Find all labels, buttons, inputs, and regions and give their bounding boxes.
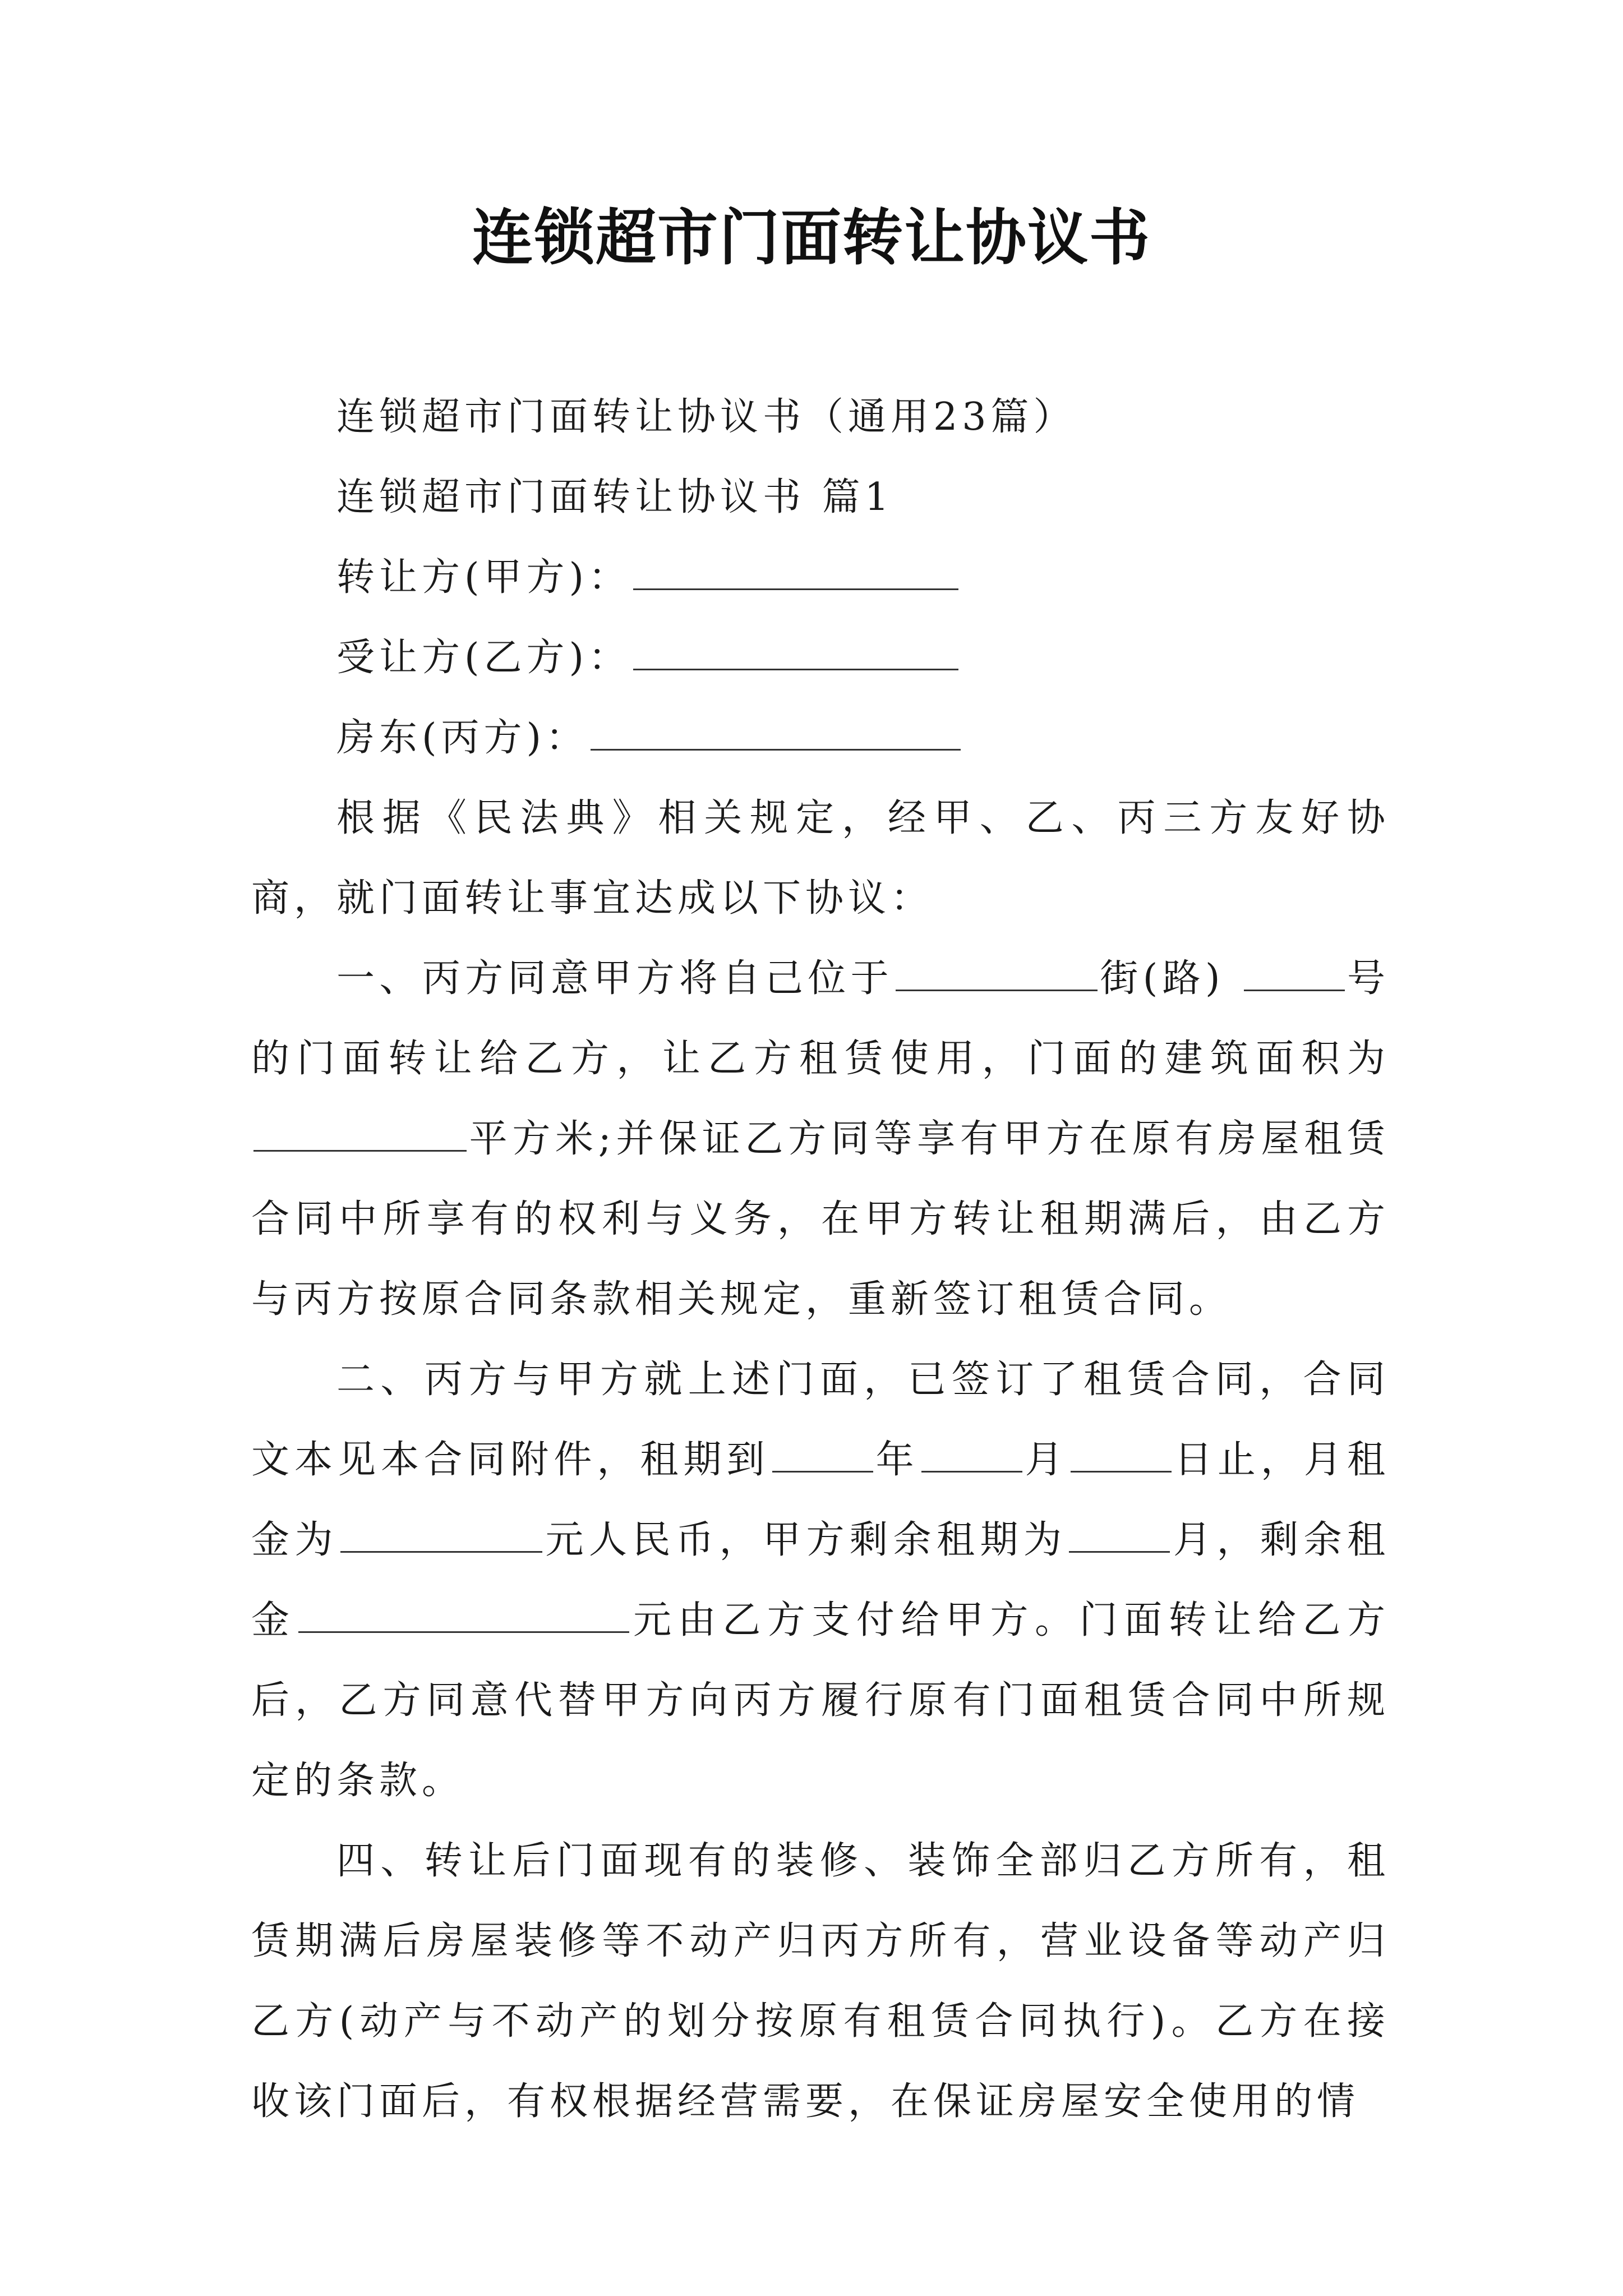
remaining-rent-blank (298, 1598, 629, 1633)
document-body (251, 377, 1390, 2142)
clause-1-text-d: 平方米;并保证乙方同等享有甲方在原有房屋租赁合同中所享有的权利与义务，在甲方转让租期满后，由乙方与丙方按原合同条款相关规定，重新签订租赁合同。 (251, 1117, 1390, 1322)
clause-2-text-e: 元人民币，甲方剩余租期为 (545, 1518, 1067, 1562)
intro-paragraph: 根据《民法典》相关规定，经甲、乙、丙三方友好协商，就门面转让事宜达成以下协议： (251, 796, 1390, 921)
clause-2 (251, 1340, 1390, 1821)
remaining-months-blank (1069, 1517, 1170, 1553)
transferee-line (251, 618, 1390, 698)
clause-4: 四、转让后门面现有的装修、装饰全部归乙方所有，租赁期满后房屋装修等不动产归丙方所有，营业设备等动产归乙方(动产与不动产的划分按原有租赁合同执行)。乙方在接收该门面后，有权根据经营需要，在保证房屋安全使用的情 (251, 1839, 1390, 2124)
monthly-rent-blank (340, 1517, 542, 1553)
clause-2-text-g: 元由乙方支付给甲方。门面转让给乙方后，乙方同意代替甲方向丙方履行原有门面租赁合同中所规定的条款。 (251, 1598, 1390, 1803)
clause-1-text-a: 一、丙方同意甲方将自己位于 (336, 956, 893, 1001)
clause-2-text-c: 月 (1024, 1438, 1068, 1482)
transferor-blank (633, 555, 958, 590)
landlord-label: 房东(丙方)： (336, 716, 589, 760)
clause-1-text-b: 街(路) (1099, 956, 1225, 1001)
clause-1 (251, 938, 1390, 1340)
clause-2-text-f: 月，剩余租金 (251, 1518, 1390, 1642)
subtitle: 连锁超市门面转让协议书（通用23篇） (336, 395, 1076, 439)
year-blank (772, 1437, 873, 1473)
month-blank (921, 1437, 1022, 1473)
area-blank (253, 1116, 467, 1152)
street-blank (896, 956, 1098, 991)
transferee-blank (633, 635, 958, 670)
transferor-line (251, 537, 1390, 618)
transferee-label: 受让方(乙方)： (336, 636, 631, 680)
section-heading: 连锁超市门面转让协议书 篇1 (336, 475, 893, 519)
day-blank (1071, 1437, 1172, 1473)
landlord-blank (591, 715, 961, 751)
number-blank (1244, 956, 1345, 991)
clause-2-text-d: 日止，月租金为 (251, 1438, 1390, 1562)
transferor-label: 转让方(甲方)： (336, 555, 631, 600)
clause-1-text-c: 号的门面转让给乙方，让乙方租赁使用，门面的建筑面积为 (251, 956, 1390, 1081)
landlord-line (251, 698, 1390, 778)
clause-2-text-b: 年 (875, 1438, 919, 1482)
clause-2-text-a: 二、丙方与甲方就上述门面，已签订了租赁合同，合同文本见本合同附件，租期到 (251, 1358, 1390, 1482)
document-title: 连锁超市门面转让协议书 (472, 203, 1151, 273)
